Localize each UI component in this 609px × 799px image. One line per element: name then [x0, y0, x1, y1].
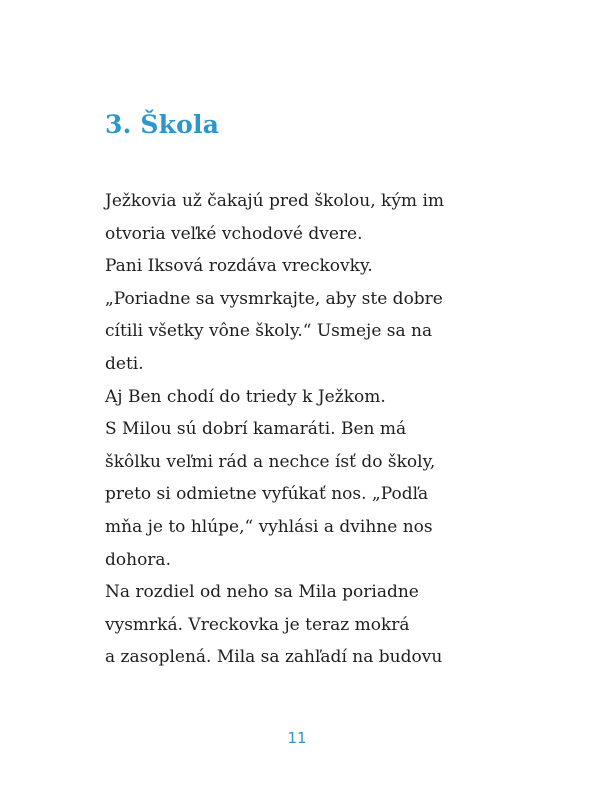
text-line: Na rozdiel od neho sa Mila poriadne	[105, 582, 419, 603]
text-line: S Milou sú dobrí kamaráti. Ben má	[105, 419, 407, 440]
text-line: deti.	[105, 353, 144, 374]
text-line: vysmrká. Vreckovka je teraz mokrá	[105, 614, 410, 635]
text-line: Ježkovia už čakajú pred školou, kým im	[105, 191, 445, 211]
text-line: preto si odmietne vyfúkať nos. „Podľa	[105, 484, 429, 505]
text-line: mňa je to hlúpe,“ vyhlási a dvihne nos	[105, 516, 433, 537]
text-line: cítili všetky vône školy.“ Usmeje sa na	[105, 321, 433, 342]
text-line: Pani Iksová rozdáva vreckovky.	[105, 256, 373, 277]
page-number: 11	[287, 729, 307, 747]
text-line: otvoria veľké vchodové dvere.	[105, 223, 363, 244]
text-line: a zasoplená. Mila sa zahľadí na budovu	[105, 647, 443, 668]
chapter-title: 3. Škola	[105, 110, 220, 139]
chapter-body-text	[105, 185, 505, 674]
text-line: dohora.	[105, 549, 171, 570]
text-line: škôlku veľmi rád a nechce ísť do školy,	[105, 451, 436, 472]
text-line: Aj Ben chodí do triedy k Ježkom.	[105, 386, 386, 407]
text-line: „Poriadne sa vysmrkajte, aby ste dobre	[105, 288, 443, 309]
